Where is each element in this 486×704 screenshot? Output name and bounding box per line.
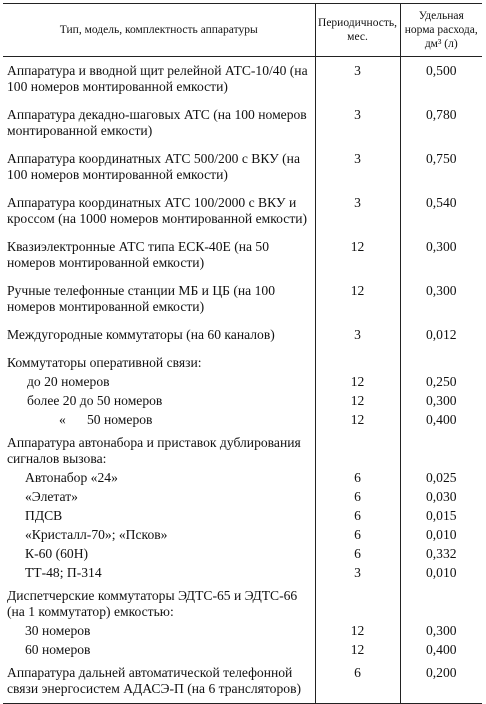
consumption-rate-cell: 0,300 xyxy=(400,391,482,410)
consumption-rate-cell xyxy=(400,429,482,468)
table-row xyxy=(3,563,482,582)
periodicity-cell: 12 xyxy=(315,277,400,321)
consumption-rate-cell xyxy=(400,582,482,621)
table-row xyxy=(3,640,482,659)
consumption-rate-cell: 0,250 xyxy=(400,372,482,391)
periodicity-cell: 12 xyxy=(315,640,400,659)
periodicity-cell: 3 xyxy=(315,189,400,233)
consumption-rate-cell: 0,012 xyxy=(400,321,482,349)
periodicity-cell: 6 xyxy=(315,468,400,487)
consumption-rate-cell: 0,030 xyxy=(400,487,482,506)
periodicity-cell: 12 xyxy=(315,233,400,277)
equipment-description: Ручные телефонные станции МБ и ЦБ (на 100 номеров монтированной емкости) xyxy=(7,283,275,314)
consumption-rate-cell: 0,780 xyxy=(400,101,482,145)
header-consumption-rate: Удельная норма расхода, дм³ (л) xyxy=(400,4,482,57)
table-row xyxy=(3,391,482,410)
table-row xyxy=(3,468,482,487)
table-row xyxy=(3,410,482,429)
table-row xyxy=(3,506,482,525)
header-periodicity: Периодичность, мес. xyxy=(315,4,400,57)
table-row xyxy=(3,233,482,277)
periodicity-cell: 3 xyxy=(315,321,400,349)
equipment-description: Автонабор «24» xyxy=(25,470,118,485)
consumption-rate-cell: 0,015 xyxy=(400,506,482,525)
table-row xyxy=(3,487,482,506)
consumption-rate-cell: 0,010 xyxy=(400,525,482,544)
table-row xyxy=(3,621,482,640)
table-row xyxy=(3,525,482,544)
equipment-description: Коммутаторы оперативной связи: xyxy=(7,355,202,370)
equipment-description: ТТ-48; П-314 xyxy=(25,565,102,580)
equipment-description: «Кристалл-70»; «Псков» xyxy=(25,527,168,542)
equipment-description: ПДСВ xyxy=(25,508,63,523)
table-row xyxy=(3,544,482,563)
consumption-rate-cell: 0,400 xyxy=(400,640,482,659)
consumption-rate-cell: 0,010 xyxy=(400,563,482,582)
consumption-rate-cell: 0,300 xyxy=(400,277,482,321)
periodicity-cell: 12 xyxy=(315,391,400,410)
table-row xyxy=(3,349,482,372)
equipment-description: Аппаратура автонабора и приставок дублирования сигналов вызова: xyxy=(7,435,301,466)
consumption-rate-cell: 0,025 xyxy=(400,468,482,487)
table-row xyxy=(3,582,482,621)
consumption-rate-cell: 0,750 xyxy=(400,145,482,189)
table-row xyxy=(3,321,482,349)
equipment-description: Аппаратура дальней автоматической телефонной связи энергосистем АДАСЭ-П (на 6 трансляторов) xyxy=(3,659,315,704)
description-text: 50 номеров xyxy=(87,412,153,427)
consumption-rate-cell: 0,300 xyxy=(400,233,482,277)
periodicity-cell: 12 xyxy=(315,372,400,391)
periodicity-cell xyxy=(315,429,400,468)
table-row xyxy=(3,372,482,391)
equipment-description: Аппаратура и вводной щит релейной АТС-10/40 (на 100 номеров монтированной емкости) xyxy=(7,63,308,94)
ditto-mark: « xyxy=(59,412,66,427)
equipment-description xyxy=(3,410,315,429)
norms-table xyxy=(3,3,482,704)
periodicity-cell: 12 xyxy=(315,410,400,429)
periodicity-cell: 6 xyxy=(315,544,400,563)
periodicity-cell: 12 xyxy=(315,621,400,640)
table-body xyxy=(3,57,482,704)
equipment-description: К-60 (60Н) xyxy=(25,546,89,561)
consumption-rate-cell: 0,332 xyxy=(400,544,482,563)
periodicity-cell: 6 xyxy=(315,659,400,704)
equipment-description: Аппаратура координатных АТС 500/200 с ВКУ (на 100 номеров монтированной емкости) xyxy=(7,151,300,182)
table-row xyxy=(3,659,482,704)
periodicity-cell xyxy=(315,582,400,621)
equipment-description: Диспетчерские коммутаторы ЭДТС-65 и ЭДТС-66 (на 1 коммутатор) емкостью: xyxy=(7,588,298,619)
equipment-description: Аппаратура координатных АТС 100/2000 с ВКУ и кроссом (на 1000 номеров монтированной емкости) xyxy=(7,195,308,226)
table-row xyxy=(3,57,482,102)
consumption-rate-cell: 0,300 xyxy=(400,621,482,640)
periodicity-cell: 3 xyxy=(315,563,400,582)
periodicity-cell: 3 xyxy=(315,57,400,102)
periodicity-cell: 6 xyxy=(315,506,400,525)
equipment-description: более 20 до 50 номеров xyxy=(27,393,163,408)
periodicity-cell xyxy=(315,349,400,372)
table-header xyxy=(3,4,482,57)
header-equipment-type: Тип, модель, комплектность аппаратуры xyxy=(3,4,315,57)
periodicity-cell: 3 xyxy=(315,145,400,189)
table-row xyxy=(3,189,482,233)
table-row xyxy=(3,145,482,189)
equipment-description: 60 номеров xyxy=(25,642,91,657)
consumption-rate-cell: 0,540 xyxy=(400,189,482,233)
equipment-description: Междугородные коммутаторы (на 60 каналов) xyxy=(7,327,275,342)
periodicity-cell: 6 xyxy=(315,487,400,506)
table-row xyxy=(3,277,482,321)
table-row xyxy=(3,429,482,468)
consumption-rate-cell: 0,500 xyxy=(400,57,482,102)
table-row xyxy=(3,101,482,145)
equipment-description: Квазиэлектронные АТС типа ЕСК-40Е (на 50 номеров монтированной емкости) xyxy=(7,239,270,270)
equipment-description: до 20 номеров xyxy=(27,374,110,389)
consumption-rate-cell xyxy=(400,349,482,372)
periodicity-cell: 6 xyxy=(315,525,400,544)
equipment-description: Аппаратура декадно-шаговых АТС (на 100 номеров монтированной емкости) xyxy=(7,107,307,138)
consumption-rate-cell: 0,400 xyxy=(400,410,482,429)
periodicity-cell: 3 xyxy=(315,101,400,145)
equipment-description: 30 номеров xyxy=(25,623,91,638)
equipment-description: «Элетат» xyxy=(25,489,78,504)
consumption-rate-cell: 0,200 xyxy=(400,659,482,704)
